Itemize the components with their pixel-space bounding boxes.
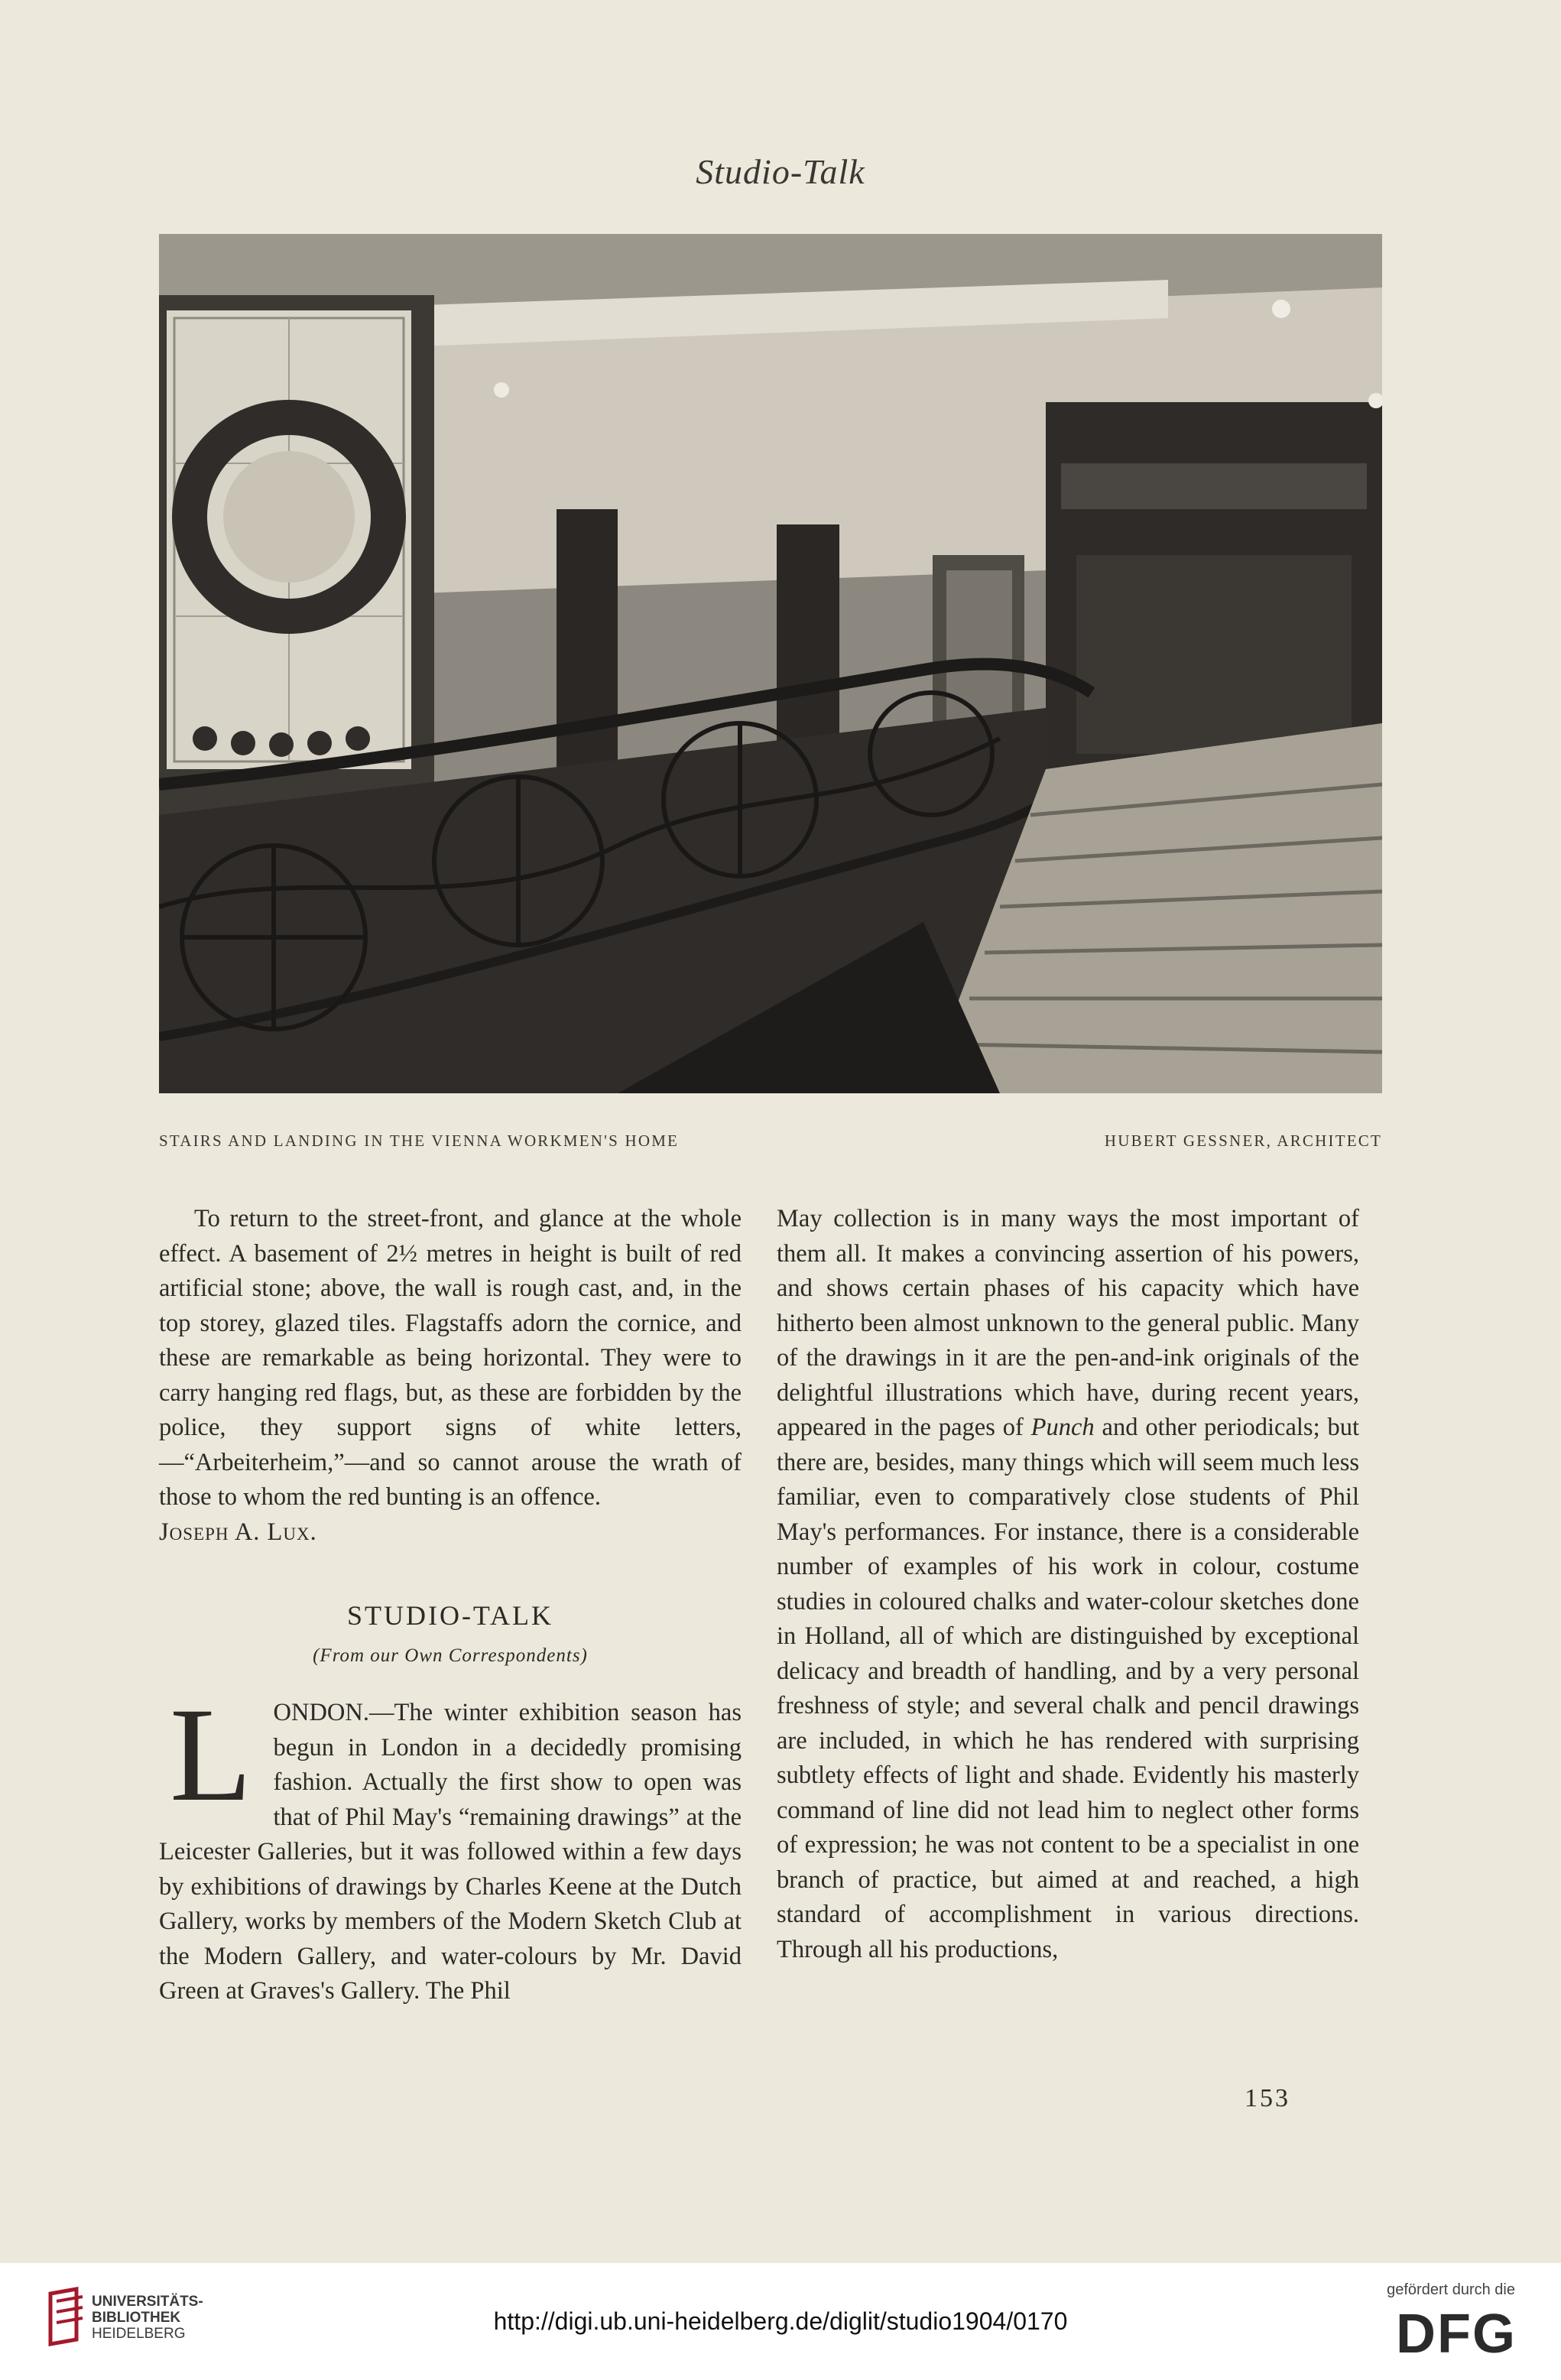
paragraph-phil-may-collection (777, 1202, 1359, 1967)
paragraph-text-part-2: and other periodicals; but there are, besides, many things which will seem much less familiar, even to comparatively close students of Phil May's performances. For instance, there is a considerable number of examples of his work in colour, costume studies in coloured chalks and water-colour sketches done in Holland, all of which are distinguished by exceptional delicacy and breadth of handling, and by a very personal freshness of style; and several chalk and pencil drawings are included, in which he has rendered with surprising subtlety effects of light and shade. Evidently his masterly command of line did not lead him to neglect other forms of expression; he was not content to be a specialist in one branch of practice, but aimed at and reached, a high standard of accomplishment in various directions. Through all his productions, (777, 1414, 1359, 1963)
source-url-link[interactable]: http://digi.ub.uni-heidelberg.de/diglit/studio1904/0170 (493, 2307, 1068, 2335)
photo-plate-stairs-landing (159, 234, 1382, 1093)
library-name-line-1: UNIVERSITÄTS- (92, 2294, 203, 2310)
digitisation-footer (0, 2263, 1561, 2380)
left-column (159, 1202, 742, 2009)
library-name-line-3: HEIDELBERG (92, 2326, 186, 2342)
paragraph-london-text: ONDON.—The winter exhibition season has begun in London in a decidedly promising fashion. Actually the first show to open was that of Phil May's “remaining drawings” at the Leicester Galleries, but it was followed within a few days by exhibitions of drawings by Charles Keene at the Dutch Gallery, works by members of the Modern Sketch Club at the Modern Gallery, and water-colours by Mr. David Green at Graves's Gallery. The Phil (159, 1699, 742, 2005)
paragraph-text-part-1: May collection is in many ways the most important of them all. It makes a convincing assertion of his powers, and shows certain phases of his capacity which have hitherto been almost unknown to the general public. Many of the drawings in it are the pen-and-ink originals of the delightful illustrations which have, during recent years, appeared in the pages of (777, 1205, 1359, 1441)
right-column (777, 1202, 1359, 1967)
dfg-logo-icon[interactable]: DFG (1396, 2304, 1517, 2365)
plate-caption-title: STAIRS AND LANDING IN THE VIENNA WORKMEN'S HOME (159, 1132, 680, 1150)
plate-caption-credit: HUBERT GESSNER, ARCHITECT (1104, 1132, 1382, 1150)
drop-cap: L (170, 1680, 252, 1830)
page-number: 153 (1245, 2084, 1290, 2112)
running-head: Studio-Talk (696, 152, 865, 191)
funded-by-label: gefördert durch die (1387, 2281, 1515, 2298)
stairs-landing-illustration (159, 234, 1382, 1093)
library-name-line-2: BIBLIOTHEK (92, 2310, 181, 2326)
periodical-title-italic: Punch (1030, 1414, 1095, 1441)
author-signature: Joseph A. Lux. (159, 1518, 317, 1546)
paragraph-london (159, 1680, 742, 2009)
section-heading: STUDIO-TALK (346, 1600, 554, 1631)
paragraph-street-front: To return to the street-front, and glance at the whole effect. A basement of 2½ metres in height is built of red artificial stone; above, the wall is rough cast, and, in the top storey, glazed tiles. Flagstaffs adorn the cornice, and these are remarkable as being horizontal. They were to carry hanging red flags, but, as these are forbidden by the police, they support signs of white letters,—“Arbeiterheim,”—and so cannot arouse the wrath of those to whom the red bunting is an offence. (159, 1205, 742, 1511)
section-subheading: (From our Own Correspondents) (313, 1645, 588, 1666)
